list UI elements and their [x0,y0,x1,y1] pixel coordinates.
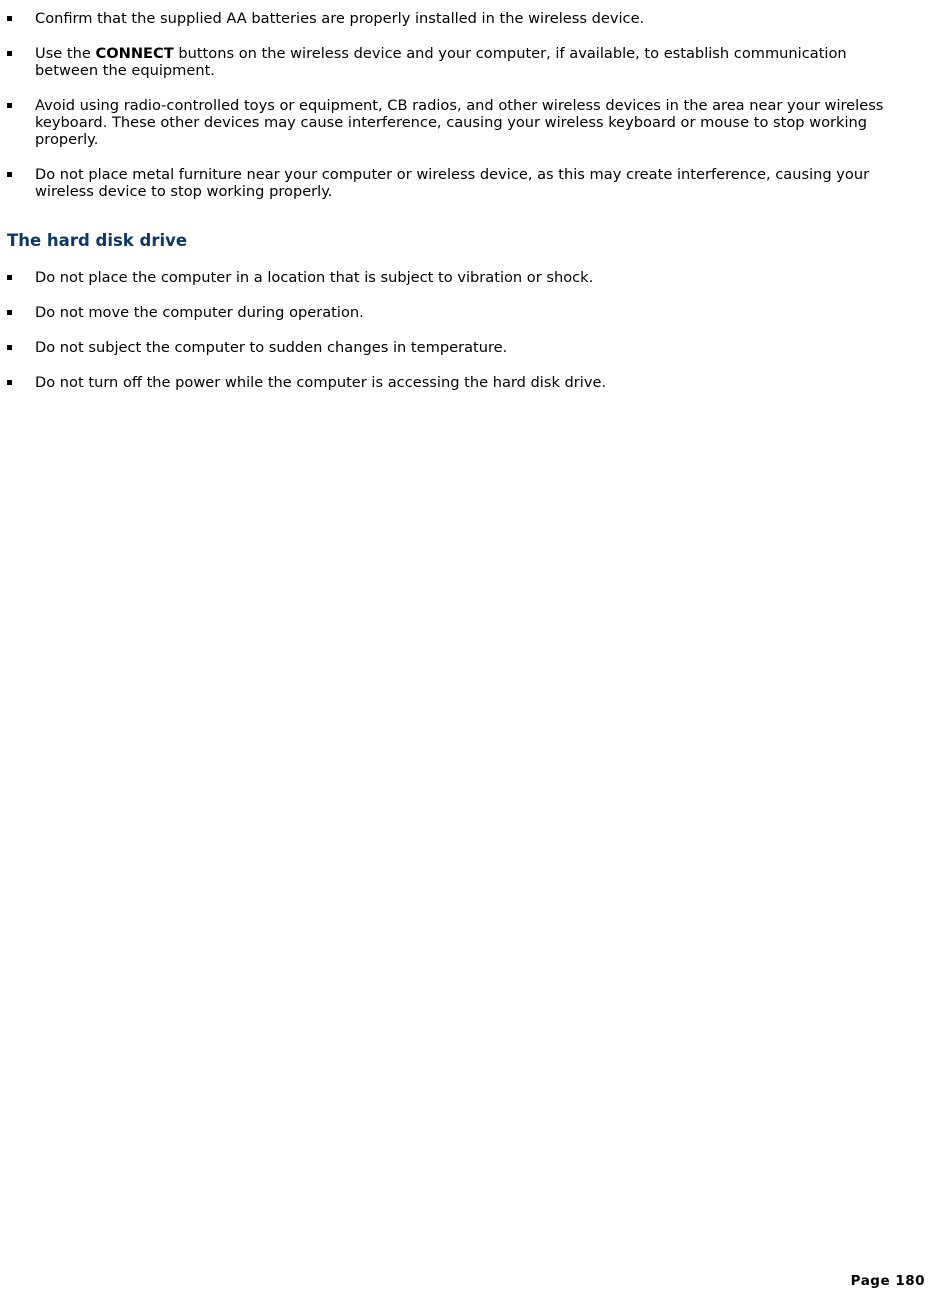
square-bullet-icon [7,275,12,280]
list-item-text: Confirm that the supplied AA batteries are properly installed in the wireless device. [35,10,645,27]
list-item [0,166,910,200]
wireless-tips-list [0,10,910,218]
square-bullet-icon [7,16,12,21]
list-item [0,10,910,27]
list-item [0,339,910,356]
section-heading: The hard disk drive [7,231,188,250]
connect-button-term: CONNECT [95,45,174,62]
list-item-text: Avoid using radio-controlled toys or equipment, CB radios, and other wireless devices in the area near your wireless keyboard. These other devices may cause interference, causing your wireless keyboard or mouse to stop working properly. [35,97,884,148]
list-item-text-prefix: Use the [35,45,96,62]
page-number: Page 180 [850,1273,925,1289]
list-item-text: Do not place metal furniture near your computer or wireless device, as this may create interference, causing your wireless device to stop working properly. [35,166,870,200]
list-item-text: Do not move the computer during operation. [35,304,364,321]
square-bullet-icon [7,103,12,108]
square-bullet-icon [7,172,12,177]
list-item [0,304,910,321]
square-bullet-icon [7,310,12,315]
list-item [0,374,910,391]
list-item-text: Do not place the computer in a location that is subject to vibration or shock. [35,269,594,286]
square-bullet-icon [7,380,12,385]
list-item-text: Do not turn off the power while the computer is accessing the hard disk drive. [35,374,607,391]
list-item [0,97,910,148]
list-item-text-suffix: buttons on the wireless device and your computer, if available, to establish communication between the equipment. [35,45,847,79]
list-item-text: Do not subject the computer to sudden changes in temperature. [35,339,508,356]
list-item [0,45,910,79]
list-item [0,269,910,286]
square-bullet-icon [7,51,12,56]
square-bullet-icon [7,345,12,350]
hard-disk-tips-list [0,269,910,409]
